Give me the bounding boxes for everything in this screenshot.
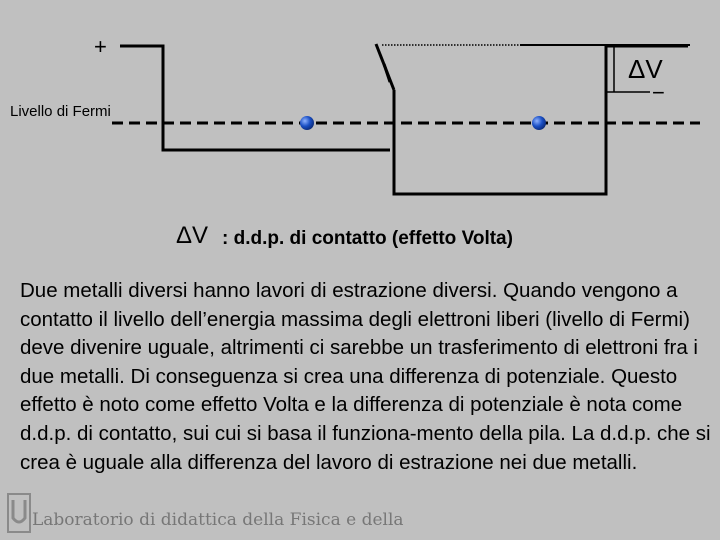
electron-left (300, 116, 314, 130)
footer-text: Laboratorio di didattica della Fisica e della (32, 510, 404, 530)
fermi-level-label: Livello di Fermi (10, 103, 111, 120)
delta-v-label: ΔV (628, 54, 663, 84)
caption-text: : d.d.p. di contatto (effetto Volta) (222, 228, 513, 249)
explanation-paragraph: Due metalli diversi hanno lavori di estrazione diversi. Quando vengono a contatto il livello dell’energia massima degli elettroni liberi (livello di Fermi) deve divenire uguale, altrimenti ci sarebbe un trasferimento di elettroni fra i due metalli. Di conseguenza si crea una differenza di potenziale. Questo effetto è noto come effetto Volta e la differenza di potenziale è nota come d.d.p. di contatto, sui cui si basa il funziona-mento della pila. La d.d.p. che si crea è uguale alla differenza del lavoro di estrazione nei due metalli. (20, 279, 711, 474)
metal-1-well (120, 46, 300, 150)
university-logo-icon (6, 492, 32, 534)
caption-symbol: ΔV (176, 222, 209, 249)
electron-right (532, 116, 546, 130)
minus-sign: − (652, 80, 665, 105)
plus-sign: + (94, 34, 107, 59)
contact-wedge (300, 44, 394, 150)
